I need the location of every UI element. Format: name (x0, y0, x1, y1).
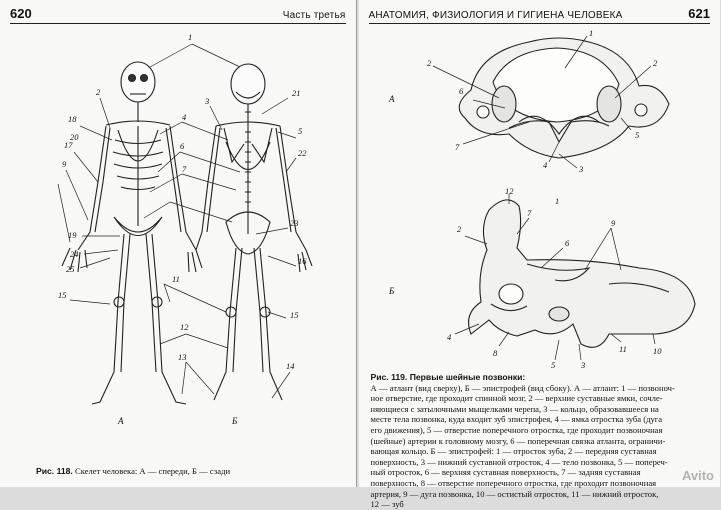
axis-label-12: 12 (504, 186, 513, 196)
right-running-title: АНАТОМИЯ, ФИЗИОЛОГИЯ И ГИГИЕНА ЧЕЛОВЕКА (368, 10, 623, 21)
caption-119-line: ный отросток, 6 — верхняя суставная поверхность, 7 — задняя суставная (370, 467, 641, 478)
axis-label-6: 6 (564, 238, 569, 248)
label-9: 9 (62, 159, 67, 169)
label-13: 13 (178, 352, 187, 362)
atlas-label-7: 7 (454, 142, 459, 152)
label-16: 16 (298, 256, 307, 266)
label-14: 14 (286, 361, 295, 371)
label-15-back: 15 (290, 310, 299, 320)
label-25: 25 (66, 264, 75, 274)
caption-119-title-line (371, 372, 711, 383)
caption-119-title: Первые шейные позвонки: (407, 372, 526, 382)
caption-118-text: Скелет человека: А — спереди, Б — сзади (72, 466, 231, 476)
label-11: 11 (172, 274, 180, 284)
axis-figure (359, 184, 721, 374)
axis-label-1: 1 (554, 196, 559, 206)
atlas-view-label: А (388, 94, 394, 104)
label-23: 23 (290, 218, 299, 228)
figure-119-caption (371, 372, 711, 510)
label-15-front: 15 (58, 290, 67, 300)
caption-119-line: его движения), 5 — отверстие поперечного отростка, где проходит позвоночная (370, 424, 663, 435)
axis-label-5: 5 (550, 360, 555, 370)
caption-119-line: вающая кольцо. Б — эпистрофей: 1 — отросток зуба, 2 — передняя суставная (370, 446, 657, 457)
label-3: 3 (205, 96, 210, 106)
label-22: 22 (298, 148, 307, 158)
label-18: 18 (68, 114, 77, 124)
label-6: 6 (180, 141, 185, 151)
caption-118-label: Рис. 118. (36, 466, 73, 476)
atlas-figure (359, 22, 721, 182)
caption-119-line: няющиеся с затылочными мыщелками черепа, 3 — кольцо, образовавшееся на (370, 403, 659, 414)
label-5: 5 (298, 126, 303, 136)
label-view-a: А (118, 416, 124, 426)
atlas-label-6: 6 (458, 86, 463, 96)
axis-label-11: 11 (618, 344, 627, 354)
caption-119-line: ное отверстие, где проходит спинной мозг, 2 — верхние суставные ямки, сочле- (370, 393, 663, 404)
axis-label-8: 8 (492, 348, 497, 358)
label-7: 7 (182, 164, 187, 174)
label-12: 12 (180, 322, 189, 332)
axis-label-4: 4 (446, 332, 451, 342)
label-1: 1 (188, 32, 193, 42)
atlas-label-3: 3 (578, 164, 583, 174)
left-page-number: 620 (10, 6, 32, 21)
caption-119-line: поверхность, 8 — отверстие поперечного отростка, где проходит позвоночная (370, 477, 657, 488)
atlas-label-5: 5 (634, 130, 639, 140)
label-4: 4 (182, 112, 187, 122)
left-page (0, 0, 357, 487)
caption-119-line: артерия, 9 — дуга позвонка, 10 — остистый отросток, 11 — нижний отросток, (370, 488, 659, 499)
skeleton-figure (0, 22, 356, 460)
atlas-label-4: 4 (542, 160, 547, 170)
caption-119-line: 12 — зуб (370, 499, 404, 510)
caption-119-label: Рис. 119. (370, 372, 408, 382)
caption-119-line: А — атлант (вид сверху), Б — эпистрофей (вид сбоку). А — атлант: 1 — позвоноч- (370, 382, 675, 393)
label-view-b: Б (232, 416, 238, 426)
label-24: 24 (70, 249, 79, 259)
caption-119-line: месте тела позвонка, куда входит зуб эпистрофея, 4 — ямка отростка зуба (дуга (370, 414, 663, 425)
atlas-label-1: 1 (588, 28, 593, 38)
axis-label-7: 7 (526, 208, 531, 218)
right-page (359, 0, 721, 510)
right-page-number: 621 (688, 6, 710, 21)
axis-label-2: 2 (456, 224, 461, 234)
caption-119-line: (шейные) артерии к головному мозгу, 6 — поперечная связка атланта, ограничи- (370, 435, 666, 446)
label-2: 2 (96, 87, 101, 97)
back-skeleton (196, 64, 312, 400)
atlas-label-2-right: 2 (652, 58, 657, 68)
axis-label-9: 9 (610, 218, 615, 228)
axis-label-10: 10 (652, 346, 661, 356)
atlas-label-2-left: 2 (426, 58, 431, 68)
caption-119-line: поверхность, 3 — нижний суставной отросток, 4 — тело позвонка, 5 — попереч- (370, 456, 668, 467)
axis-view-label: Б (388, 286, 394, 296)
avito-watermark: Avito (681, 468, 714, 483)
axis-label-3: 3 (580, 360, 585, 370)
label-17: 17 (64, 140, 73, 150)
left-running-title: Часть третья (282, 10, 346, 21)
label-21: 21 (292, 88, 301, 98)
figure-118-caption (36, 466, 336, 477)
label-20: 20 (70, 132, 79, 142)
label-19: 19 (68, 230, 77, 240)
